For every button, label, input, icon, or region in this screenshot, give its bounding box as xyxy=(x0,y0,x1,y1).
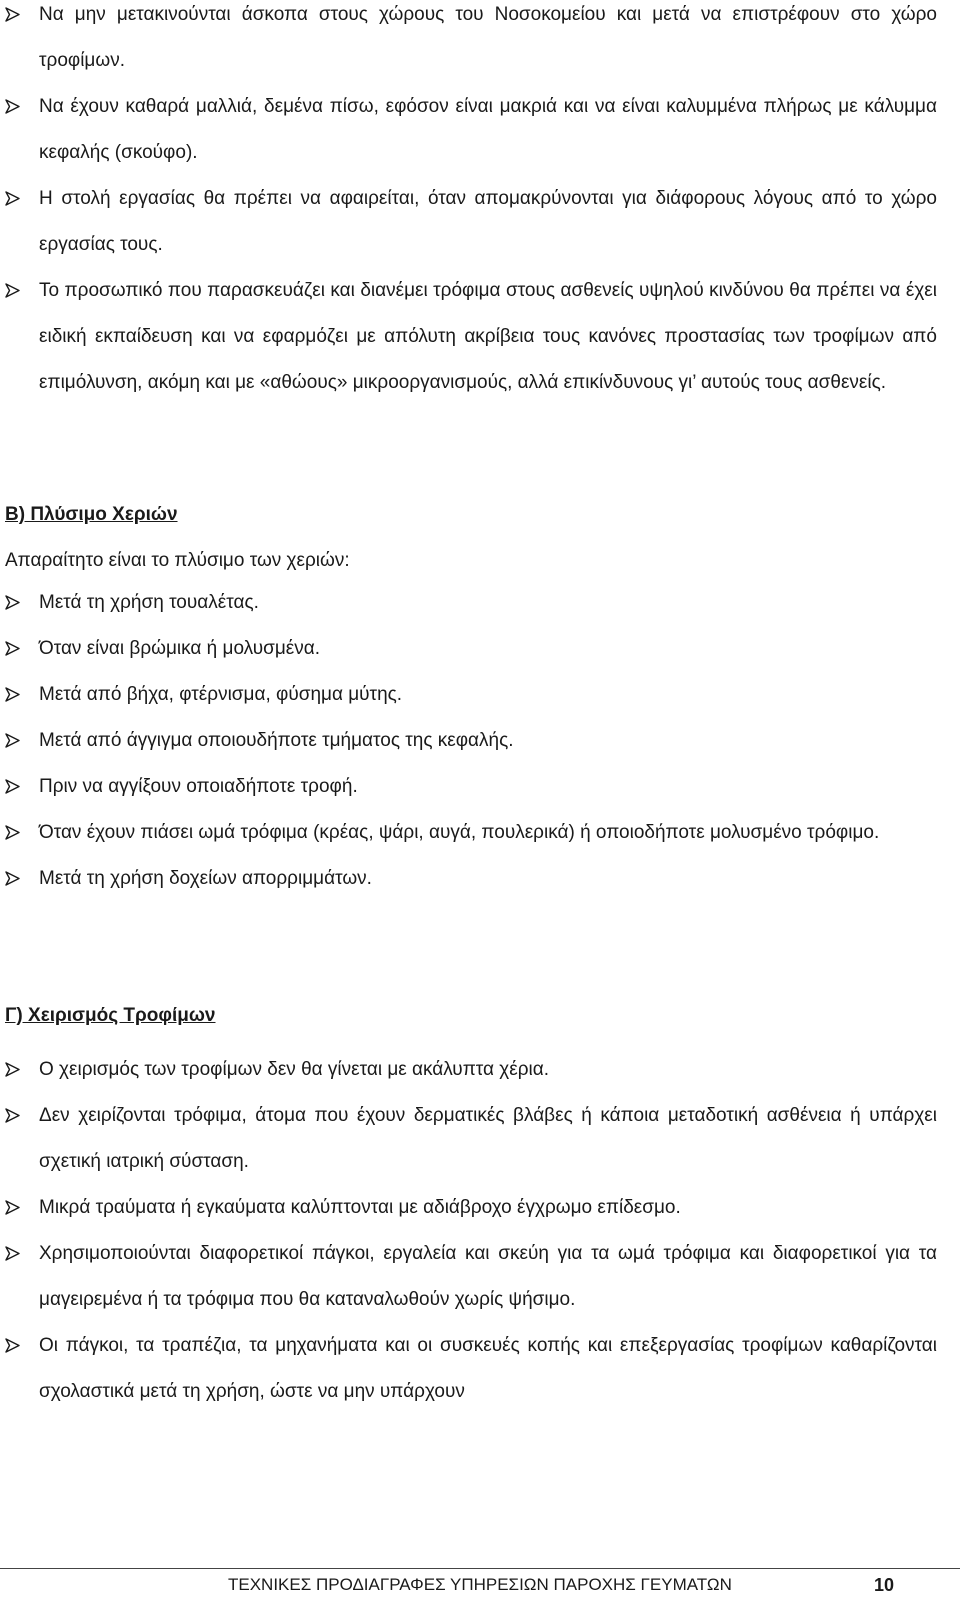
list-item xyxy=(0,672,937,718)
arrowhead-bullet-icon xyxy=(5,191,20,206)
list-item xyxy=(0,268,937,406)
list-item xyxy=(0,718,937,764)
list-item xyxy=(0,1231,937,1323)
arrowhead-bullet-icon xyxy=(5,687,20,702)
arrowhead-bullet-icon xyxy=(5,871,20,886)
list-item xyxy=(0,1047,937,1093)
list-item xyxy=(0,0,937,84)
list-item-text: Μετά από βήχα, φτέρνισμα, φύσημα μύτης. xyxy=(39,684,403,705)
list-item-text: Μετά από άγγιγμα οποιουδήποτε τμήματος της κεφαλής. xyxy=(39,730,514,751)
arrowhead-bullet-icon xyxy=(5,825,20,840)
arrowhead-bullet-icon xyxy=(5,1338,20,1353)
list-item-text: Όταν έχουν πιάσει ωμά τρόφιμα (κρέας, ψάρι, αυγά, πουλερικά) ή οποιοδήποτε μολυσμένο τρόφιμο. xyxy=(39,822,880,843)
list-item xyxy=(0,1323,937,1415)
list-item xyxy=(0,626,937,672)
bullet-list-food-handling xyxy=(0,1047,937,1415)
list-item-text: Πριν να αγγίξουν οποιαδήποτε τροφή. xyxy=(39,776,358,797)
list-item-text: Μικρά τραύματα ή εγκαύματα καλύπτονται με αδιάβροχο έγχρωμο επίδεσμο. xyxy=(39,1197,681,1218)
list-item xyxy=(0,176,937,268)
arrowhead-bullet-icon xyxy=(5,99,20,114)
list-item-text: Το προσωπικό που παρασκευάζει και διανέμει τρόφιμα στους ασθενείς υψηλού κινδύνου θα πρέπει να έχει ειδική εκπαίδευση και να εφαρμόζει με απόλυτη ακρίβεια τους κανόνες προστασίας των τροφίμων από επιμόλυνση, ακόμη και με «αθώους» μικροοργανισμούς, αλλά επικίνδυνους γι’ αυτούς τους ασθενείς. xyxy=(39,280,937,393)
list-item xyxy=(0,810,937,856)
bullet-list-hand-washing xyxy=(0,580,937,902)
list-item-text: Όταν είναι βρώμικα ή μολυσμένα. xyxy=(39,638,321,659)
list-item-text: Μετά τη χρήση δοχείων απορριμμάτων. xyxy=(39,868,372,889)
list-item-text: Να έχουν καθαρά μαλλιά, δεμένα πίσω, εφόσον είναι μακριά και να είναι καλυμμένα πλήρως με κάλυμμα κεφαλής (σκούφο). xyxy=(39,96,937,163)
arrowhead-bullet-icon xyxy=(5,1062,20,1077)
section-intro: Απαραίτητο είναι το πλύσιμο των χεριών: xyxy=(5,550,350,571)
arrowhead-bullet-icon xyxy=(5,779,20,794)
bullet-list-staff-rules xyxy=(0,0,937,406)
list-item xyxy=(0,856,937,902)
footer-title: ΤΕΧΝΙΚΕΣ ΠΡΟΔΙΑΓΡΑΦΕΣ ΥΠΗΡΕΣΙΩΝ ΠΑΡΟΧΗΣ ΓΕΥΜΑΤΩΝ xyxy=(228,1575,732,1594)
list-item-text: Χρησιμοποιούνται διαφορετικοί πάγκοι, εργαλεία και σκεύη για τα ωμά τρόφιμα και διαφορετικοί για τα μαγειρεμένα ή τα τρόφιμα που θα καταναλωθούν χωρίς ψήσιμο. xyxy=(39,1243,937,1310)
arrowhead-bullet-icon xyxy=(5,7,20,22)
section-heading-hand-washing: Β) Πλύσιμο Χεριών xyxy=(5,504,178,525)
arrowhead-bullet-icon xyxy=(5,733,20,748)
list-item-text: Οι πάγκοι, τα τραπέζια, τα μηχανήματα και οι συσκευές κοπής και επεξεργασίας τροφίμων καθαρίζονται σχολαστικά μετά τη χρήση, ώστε να μην υπάρχουν xyxy=(39,1335,937,1402)
arrowhead-bullet-icon xyxy=(5,1108,20,1123)
list-item-text: Να μην μετακινούνται άσκοπα στους χώρους του Νοσοκομείου και μετά να επιστρέφουν στο χώρο τροφίμων. xyxy=(39,4,937,71)
arrowhead-bullet-icon xyxy=(5,641,20,656)
page-number: 10 xyxy=(874,1575,895,1595)
list-item xyxy=(0,84,937,176)
footer-divider xyxy=(0,1568,960,1569)
list-item-text: Ο χειρισμός των τροφίμων δεν θα γίνεται με ακάλυπτα χέρια. xyxy=(39,1059,550,1080)
list-item xyxy=(0,764,937,810)
arrowhead-bullet-icon xyxy=(5,283,20,298)
list-item xyxy=(0,1185,937,1231)
arrowhead-bullet-icon xyxy=(5,1246,20,1261)
list-item-text: Δεν χειρίζονται τρόφιμα, άτομα που έχουν δερματικές βλάβες ή κάποια μεταδοτική ασθένεια ή υπάρχει σχετική ιατρική σύσταση. xyxy=(39,1105,937,1172)
arrowhead-bullet-icon xyxy=(5,595,20,610)
arrowhead-bullet-icon xyxy=(5,1200,20,1215)
list-item-text: Μετά τη χρήση τουαλέτας. xyxy=(39,592,259,613)
list-item-text: Η στολή εργασίας θα πρέπει να αφαιρείται, όταν απομακρύνονται για διάφορους λόγους από το χώρο εργασίας τους. xyxy=(39,188,937,255)
section-heading-food-handling: Γ) Χειρισμός Τροφίμων xyxy=(5,1005,216,1026)
list-item xyxy=(0,580,937,626)
list-item xyxy=(0,1093,937,1185)
